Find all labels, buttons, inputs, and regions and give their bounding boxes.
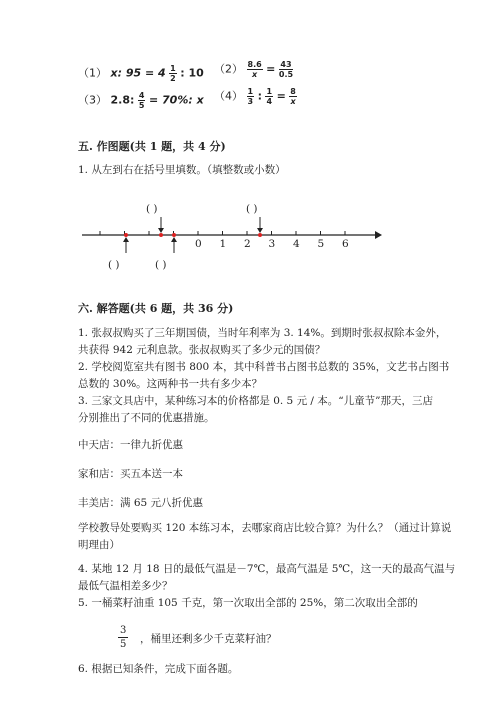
number-line-arrow-head: [375, 231, 382, 239]
eq2-label: （2）: [214, 62, 243, 76]
question-6: 6. 根据已知条件，完成下面各题。: [78, 663, 239, 675]
question-5-line-2: ，桶里还剩多少千克菜籽油？: [140, 633, 277, 645]
tick-label: 0: [195, 238, 202, 250]
eq1-suffix: : 10: [180, 66, 204, 80]
question-3-line-2: 分别推出了不同的优惠措施。: [78, 412, 215, 424]
eq1-fraction: $\frac{1}{2}$: [170, 64, 176, 83]
question-2-line-1: 2. 学校阅览室共有图书 800 本，其中科普书占图书总数的 35%，文艺书占图书: [78, 361, 450, 373]
eq2-equals: =: [266, 62, 276, 76]
number-line-ticks: [100, 231, 345, 235]
equation-3: [78, 91, 204, 110]
question-4-line-2: 最低气温相差多少？: [78, 580, 173, 592]
section-5-question-1: 1. 从左到右在括号里填数。（填整数或小数）: [78, 164, 286, 176]
question-3-ask-line-2: 明理由）: [78, 539, 120, 551]
question-5-fraction: 3 5: [120, 625, 127, 650]
tick-label: 3: [268, 238, 276, 250]
paren-bottom-left[interactable]: ( ): [108, 259, 120, 271]
red-point-1: [124, 233, 128, 237]
down-arrow-left-head: [158, 228, 164, 233]
paren-bottom-right[interactable]: ( ): [155, 259, 167, 271]
shop-2: 家和店：买五本送一本: [78, 468, 183, 480]
paren-top-left[interactable]: ( ): [146, 203, 158, 215]
eq4-equals: =: [276, 89, 286, 103]
tick-label: 1: [219, 238, 227, 250]
equation-1: [78, 64, 204, 83]
eq4-colon: :: [257, 89, 262, 103]
question-4-line-1: 4. 某地 12 月 18 日的最低气温是－7℃，最高气温是 5℃，这一天的最高气温与: [78, 563, 456, 575]
equation-4: [214, 87, 297, 106]
tick-label: 5: [317, 238, 325, 250]
tick-label: 2: [244, 238, 251, 250]
eq4-label: （4）: [214, 89, 243, 103]
eq2-fraction-1: $\frac{8.6}{x}$: [247, 60, 262, 79]
eq3-prefix: 2.8:: [110, 93, 135, 107]
section-5-heading: 五. 作图题(共 1 题，共 4 分): [78, 140, 226, 153]
eq4-fraction-3: $\frac{8}{x}$: [290, 87, 296, 106]
up-arrow-left-head: [123, 237, 129, 242]
question-1-line-1: 1. 张叔叔购买了三年期国债，当时年利率为 3. 14%。到期时张叔叔除本金外，: [78, 327, 447, 339]
eq2-fraction-2: $\frac{43}{0.5}$: [278, 60, 294, 79]
red-point-3: [172, 233, 176, 237]
question-1-line-2: 共获得 942 元利息款。张叔叔购买了多少元的国债？: [78, 344, 326, 356]
equation-2: [214, 60, 293, 79]
down-arrow-right-head: [257, 228, 263, 233]
section-6-heading: 六. 解答题(共 6 题，共 36 分): [78, 302, 234, 315]
question-5-line-1: 5. 一桶菜籽油重 105 千克，第一次取出全部的 25%，第二次取出全部的: [78, 597, 418, 609]
red-point-4: [258, 233, 262, 237]
red-point-2: [159, 233, 163, 237]
shop-1: 中天店：一律九折优惠: [78, 439, 183, 451]
shop-3: 丰美店：满 65 元八折优惠: [78, 497, 204, 509]
eq3-suffix: = 70%: x: [148, 93, 204, 107]
up-arrow-right-head: [171, 237, 177, 242]
tick-label: 6: [342, 238, 349, 250]
question-3-line-1: 3. 三家文具店中，某种练习本的价格都是 0. 5 元 / 本。“儿童节”那天，三店: [78, 395, 434, 407]
eq3-label: （3）: [78, 93, 107, 107]
paren-top-right[interactable]: ( ): [246, 203, 258, 215]
question-2-line-2: 总数的 30%。这两种书一共有多少本？: [78, 378, 263, 390]
eq3-fraction: $\frac{4}{5}$: [138, 91, 145, 110]
eq4-fraction-1: $\frac{1}{3}$: [247, 87, 254, 106]
question-3-ask-line-1: 学校教导处要购买 120 本练习本，去哪家商店比较合算？为什么？（通过计算说: [78, 522, 452, 534]
tick-label: 4: [293, 238, 300, 250]
eq4-fraction-2: $\frac{1}{4}$: [266, 87, 273, 106]
eq1-prefix: x: 95 = 4: [110, 66, 166, 80]
eq1-label: （1）: [78, 66, 107, 80]
